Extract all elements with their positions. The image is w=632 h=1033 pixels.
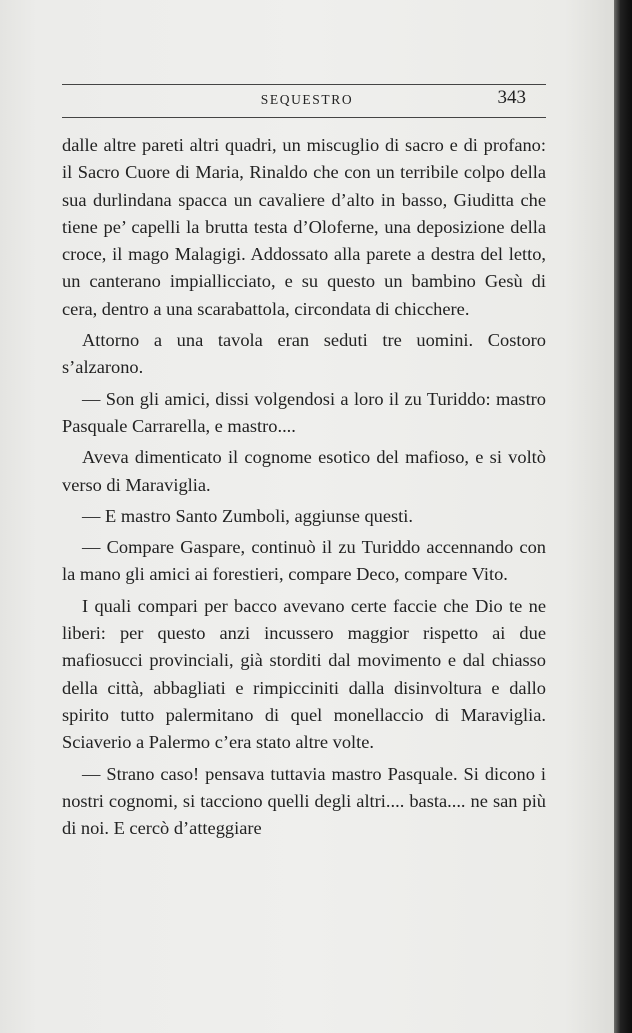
paragraph: — Strano caso! pensava tuttavia mastro Pasquale. Si dicono i nostri cognomi, si tacciono quelli degli altri.... basta.... ne san più di noi. E cercò d’atteggiare (62, 763, 546, 839)
paragraph: Attorno a una tavola eran seduti tre uomini. Costoro s’alzarono. (62, 330, 546, 378)
running-title: SEQUESTRO (260, 92, 354, 107)
paragraph: Aveva dimenticato il cognome esotico del mafioso, e si voltò verso di Maraviglia. (62, 447, 546, 495)
body-text (62, 132, 546, 842)
book-spine-shadow (614, 0, 632, 1033)
page-number: 343 (497, 87, 526, 108)
paragraph: dalle altre pareti altri quadri, un miscuglio di sacro e di profano: il Sacro Cuore di Maria, Rinaldo che con un terribile colpo della sua durlindana spacca un cavaliere d’alto in basso, Giuditta che tiene pe’ capelli la brutta testa d’Oloferne, una deposizione della croce, il mago Malagigi. Addossato alla parete a destra del letto, un canterano impiallicciato, e su questo un bambino Gesù di cera, dentro a una scarabattola, circondata di chicchere. (62, 135, 546, 319)
header-rule-bottom (62, 117, 546, 118)
paragraph: — Compare Gaspare, continuò il zu Turiddo accennando con la mano gli amici ai forestieri, compare Deco, compare Vito. (62, 537, 546, 585)
paragraph: I quali compari per bacco avevano certe faccie che Dio te ne liberi: per questo anzi incussero maggior rispetto ai due mafiosucci provinciali, già storditi dal movimento e dal chiasso della città, abbagliati e rimpicciniti dalla disinvoltura e dallo spirito tutto palermitano di quel monellaccio di Maraviglia. Sciaverio a Palermo c’era stato altre volte. (62, 595, 546, 753)
paragraph: — Son gli amici, dissi volgendosi a loro il zu Turiddo: mastro Pasquale Carrarella, e mastro.... (62, 388, 546, 436)
paragraph: — E mastro Santo Zumboli, aggiunse questi. (82, 505, 413, 526)
header-rule-top (62, 84, 546, 85)
